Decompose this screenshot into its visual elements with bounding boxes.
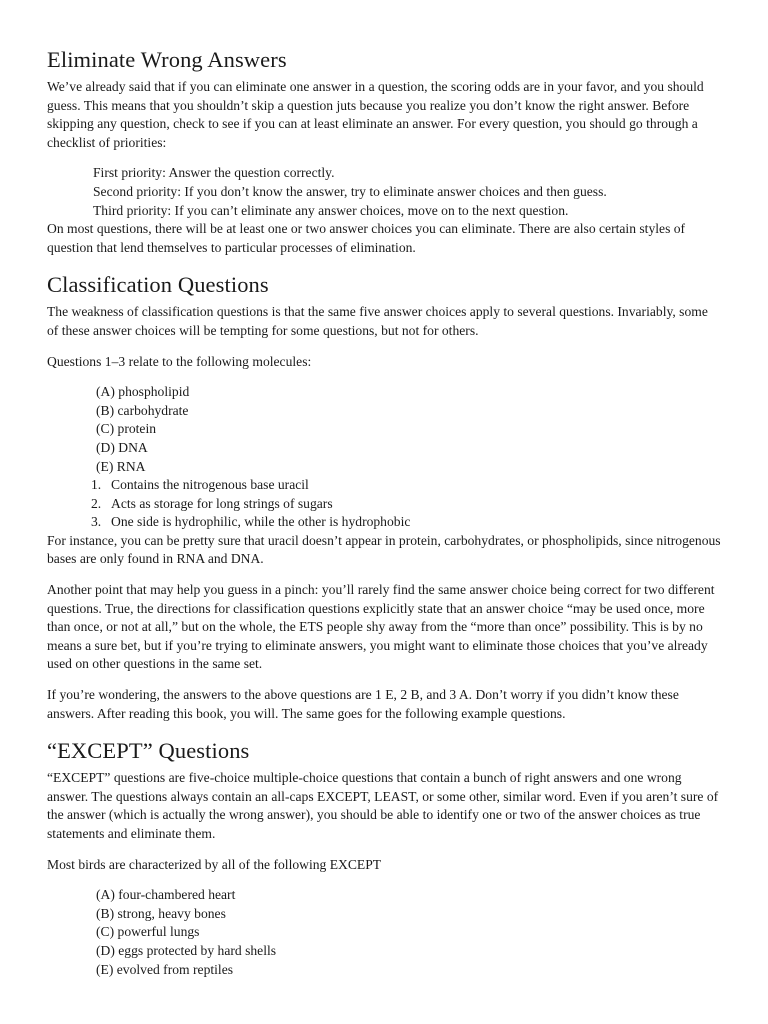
question-number: 3.	[91, 514, 102, 530]
paragraph: Questions 1–3 relate to the following molecules:	[47, 353, 312, 369]
paragraph: “EXCEPT” questions are five-choice multiple-choice questions that contain a bunch of right answers and one wrong answer. The questions always contain an all-caps EXCEPT, LEAST, or some other, similar word. Even if you aren’t sure of the answer (which is actually the wrong answer), you should be able to identify one or two of the answer choices as true statements and eliminate them.	[47, 770, 719, 841]
answer-choice: (C) protein	[96, 421, 157, 437]
priority-list	[47, 164, 722, 220]
question-text: Contains the nitrogenous base uracil	[111, 477, 309, 493]
section-title: Classification Questions	[47, 272, 269, 298]
answer-choice-list	[47, 886, 722, 979]
paragraph: For instance, you can be pretty sure that uracil doesn’t appear in protein, carbohydrates, or phospholipids, since nitrogenous bases are only found in RNA and DNA.	[47, 532, 721, 567]
question-item	[91, 513, 722, 532]
list-item: Third priority: If you can’t eliminate any answer choices, move on to the next question.	[93, 202, 569, 218]
section-classification-questions	[47, 271, 722, 723]
section-except-questions	[47, 737, 722, 979]
question-item	[91, 476, 722, 495]
answer-choice: (D) DNA	[96, 439, 148, 455]
answer-choice: (E) RNA	[96, 458, 146, 474]
answer-choice: (A) four-chambered heart	[96, 887, 236, 903]
paragraph: On most questions, there will be at least one or two answer choices you can eliminate. There are also certain styles of question that lend themselves to particular processes of elimination.	[47, 221, 686, 255]
answer-choice: (B) strong, heavy bones	[96, 905, 226, 921]
answer-choice: (D) eggs protected by hard shells	[96, 942, 277, 958]
question-list	[47, 476, 722, 532]
list-item: First priority: Answer the question correctly.	[93, 165, 335, 181]
paragraph: We’ve already said that if you can eliminate one answer in a question, the scoring odds are in your favor, and you should guess. This means that you shouldn’t skip a question juts because you realize you don’t know the right answer. Before skipping any question, check to see if you can at least eliminate an answer. For every question, you should go through a checklist of priorities:	[47, 79, 704, 150]
paragraph: Most birds are characterized by all of the following EXCEPT	[47, 856, 382, 872]
paragraph: The weakness of classification questions is that the same five answer choices apply to several questions. Invariably, some of these answer choices will be tempting for some questions, but not for others.	[47, 304, 708, 338]
answer-choice-list	[47, 383, 722, 476]
list-item: Second priority: If you don’t know the answer, try to eliminate answer choices and then guess.	[93, 183, 607, 199]
section-eliminate-wrong-answers	[47, 46, 722, 257]
question-number: 2.	[91, 495, 102, 511]
question-text: Acts as storage for long strings of sugars	[111, 495, 333, 511]
answer-choice: (E) evolved from reptiles	[96, 961, 234, 977]
question-text: One side is hydrophilic, while the other is hydrophobic	[111, 514, 411, 530]
section-title: Eliminate Wrong Answers	[47, 47, 287, 72]
paragraph: If you’re wondering, the answers to the above questions are 1 E, 2 B, and 3 A. Don’t worry if you didn’t know these answers. After reading this book, you will. The same goes for the following example questions.	[47, 687, 679, 721]
question-number: 1.	[91, 477, 102, 493]
paragraph: Another point that may help you guess in a pinch: you’ll rarely find the same answer choice being correct for two different questions. True, the directions for classification questions explicitly state that an answer choice “may be used once, more than once, or not at all,” but on the whole, the ETS people shy away from the “more than once” possibility. This is by no means a sure bet, but if you’re trying to eliminate answers, you might want to eliminate those choices that you’ve already used on other questions in the same set.	[47, 582, 715, 672]
answer-choice: (B) carbohydrate	[96, 402, 189, 418]
section-title: “EXCEPT” Questions	[47, 738, 250, 764]
answer-choice: (C) powerful lungs	[96, 924, 200, 940]
answer-choice: (A) phospholipid	[96, 384, 190, 400]
question-item	[91, 495, 722, 514]
